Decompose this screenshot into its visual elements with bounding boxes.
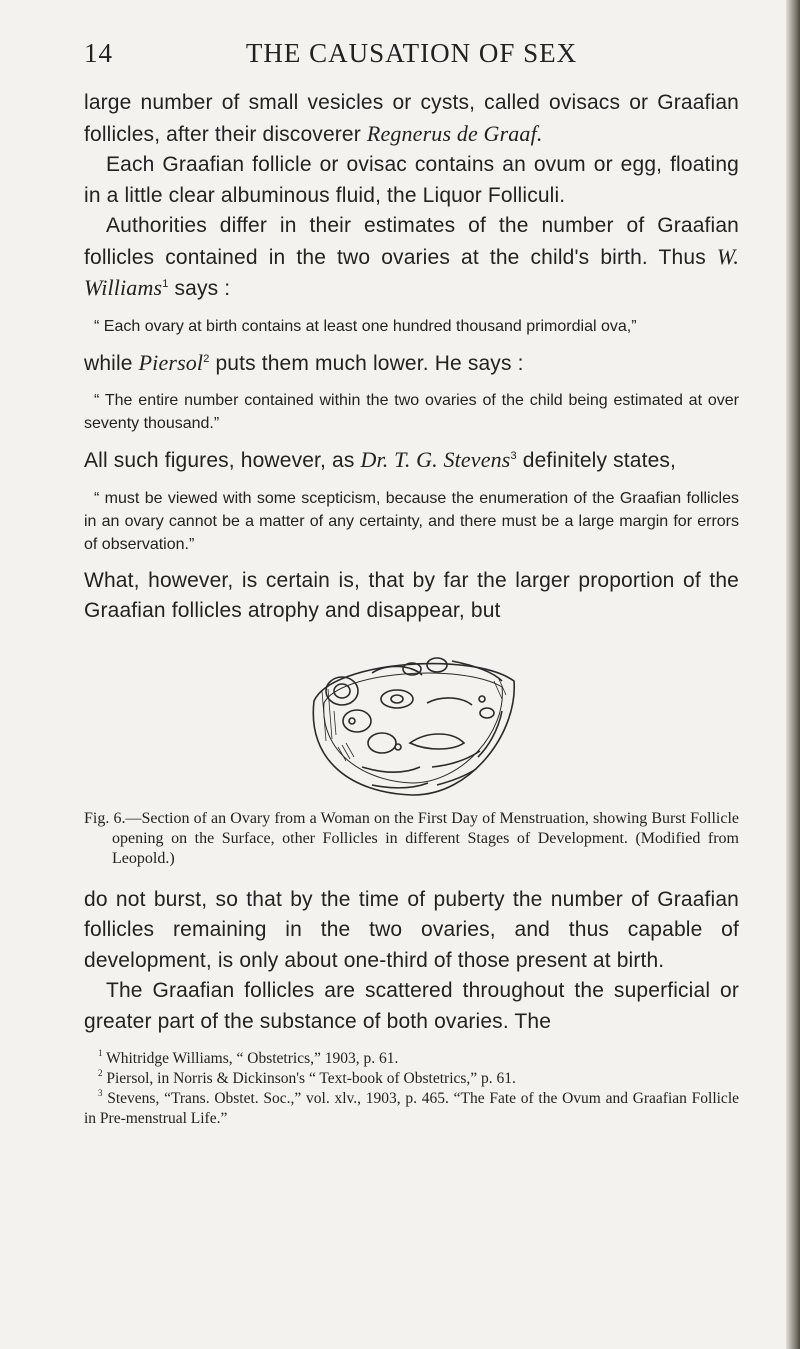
name-piersol: Piersol (138, 349, 204, 375)
figure-ovary-section (84, 651, 739, 801)
paragraph-5: All such figures, however, as Dr. T. G. Stevens$^3$ definitely states, (84, 447, 677, 472)
page-number: 14 (84, 38, 113, 68)
book-page (84, 38, 739, 1129)
quote-stevens: “ must be viewed with some scepticism, because the enumeration of the Graafian follicles in an ovary cannot be a matter of any certainty, and there must be a large margin for errors of observation.” (84, 489, 739, 553)
paragraph-8: The Graafian follicles are scattered throughout the superficial or greater part of the substance of both ovaries. The (84, 979, 739, 1033)
ovary-section-illustration (302, 651, 522, 801)
quote-piersol: “ The entire number contained within the two ovaries of the child being estimated at over seventy thousand.” (84, 392, 739, 432)
paragraph-2: Each Graafian follicle or ovisac contains an ovum or egg, floating in a little clear albuminous fluid, the Liquor Folliculi. (84, 153, 739, 207)
quote-williams: “ Each ovary at birth contains at least one hundred thousand primordial ova,” (94, 317, 637, 335)
paragraph-6: What, however, is certain is, that by far the larger proportion of the Graafian follicles atrophy and disappear, but (84, 568, 739, 622)
footnotes (84, 1049, 739, 1129)
figure-caption: Fig. 6.—Section of an Ovary from a Woman on the First Day of Menstruation, showing Burst Follicle opening on the Surface, other Follicles in different Stages of Development. (Modified from Leopold.) (84, 809, 739, 867)
footnote-ref-2: 2 (203, 352, 210, 365)
page-edge-shadow (786, 0, 800, 1349)
footnote-ref-1: 1 (162, 278, 169, 290)
paragraph-7: do not burst, so that by the time of puberty the number of Graafian follicles remaining in the two ovaries, and thus capable of development, is only about one-third of those present at birth. (84, 887, 739, 972)
name-de-graaf: Regnerus de Graaf. (366, 120, 543, 146)
footnote-2: $^2$ Piersol, in Norris & Dickinson's “ Text-book of Obstetrics,” p. 61. (98, 1068, 516, 1087)
footnote-3: $^3$ Stevens, “Trans. Obstet. Soc.,” vol. xlv., 1903, p. 465. “The Fate of the Ovum and Graafian Follicle in Pre-menstrual Life.” (84, 1088, 739, 1127)
paragraph-4: while Piersol$^2$ puts them much lower. He says : (84, 349, 524, 375)
footnote-1: $^1$ Whitridge Williams, “ Obstetrics,” 1903, p. 61. (98, 1048, 399, 1067)
name-stevens: Dr. T. G. Stevens (360, 447, 511, 472)
paragraph-1: large number of small vesicles or cysts, called ovisacs or Graafian follicles, after their discoverer Regnerus de Graaf. (84, 91, 739, 146)
running-title: THE CAUSATION OF SEX (245, 38, 578, 68)
name-williams: W. Williams (84, 243, 739, 300)
running-head (84, 38, 739, 74)
footnote-ref-3: 3 (510, 450, 517, 462)
paragraph-3: Authorities differ in their estimates of the number of Graafian follicles contained in the two ovaries at the child's birth. Thus W. Williams$^1$ says : (84, 214, 739, 300)
